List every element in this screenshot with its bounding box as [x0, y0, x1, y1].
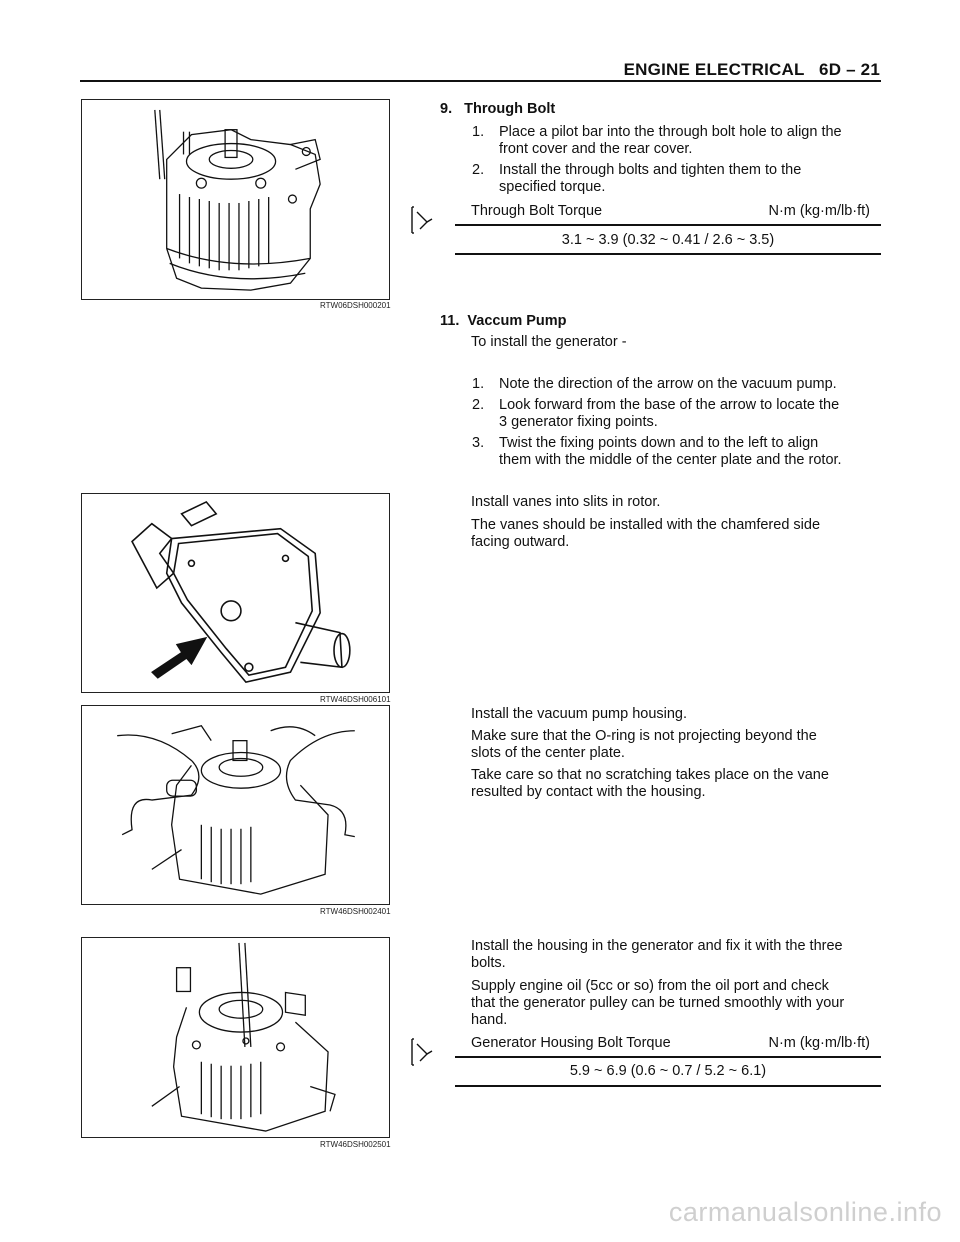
figure-vacuum-pump-plate — [81, 493, 390, 693]
step-text — [499, 397, 889, 431]
step-line: Note the direction of the arrow on the vacuum pump. — [499, 376, 837, 392]
step-text — [499, 435, 899, 469]
install-housing-instruction — [471, 938, 886, 972]
step-text — [499, 162, 889, 196]
vacuum-pump-plate-illustration — [82, 494, 389, 692]
header-rule — [80, 80, 881, 82]
step-line: Twist the fixing points down and to the left to align — [499, 435, 819, 451]
housing-bolt-torque-value: 5.9 ~ 6.9 (0.6 ~ 0.7 / 5.2 ~ 6.1) — [569, 1063, 767, 1079]
step-line: Look forward from the base of the arrow to locate the — [499, 397, 840, 413]
step-line: specified torque. — [499, 179, 606, 195]
figure-housing-bolts — [81, 937, 390, 1138]
torque-unit: N·m (kg·m/lb·ft) — [768, 1035, 870, 1051]
step-line: Install the through bolts and tighten them to the — [499, 162, 802, 178]
torque-wrench-icon — [410, 1037, 436, 1067]
figure-caption: RTW06DSH000201 — [320, 301, 391, 310]
torque-table-rule — [455, 1056, 881, 1058]
through-bolt-torque-header — [471, 203, 880, 220]
step-text — [499, 124, 889, 158]
step-number: 2. — [472, 397, 485, 413]
figure-caption: RTW46DSH002401 — [320, 907, 391, 916]
text-line: The vanes should be installed with the chamfered side — [471, 517, 821, 533]
text-line: Take care so that no scratching takes place on the vane — [471, 767, 829, 783]
torque-label: Generator Housing Bolt Torque — [471, 1035, 671, 1051]
torque-table-rule — [455, 253, 881, 255]
housing-instruction: Install the vacuum pump housing. — [471, 706, 688, 722]
watermark-text: carmanualsonline.info — [668, 1197, 942, 1227]
pump-housing-illustration — [82, 706, 389, 904]
text-line: that the generator pulley can be turned smoothly with your — [471, 995, 845, 1011]
section-9-title: 9. Through Bolt — [440, 101, 556, 117]
text-line: bolts. — [471, 955, 506, 971]
step-line: 3 generator fixing points. — [499, 414, 658, 430]
text-line: Supply engine oil (5cc or so) from the oil port and check — [471, 978, 829, 994]
text-line: Make sure that the O-ring is not projecting beyond the — [471, 728, 817, 744]
generator-illustration — [82, 100, 389, 299]
figure-generator-through-bolt — [81, 99, 390, 300]
section-11-title: 11. Vaccum Pump — [440, 313, 567, 329]
step-number: 2. — [472, 162, 485, 178]
step-line: front cover and the rear cover. — [499, 141, 693, 157]
housing-oring-note — [471, 728, 881, 762]
text-line: hand. — [471, 1012, 508, 1028]
step-text — [499, 376, 889, 393]
torque-table-rule — [455, 1085, 881, 1087]
figure-caption: RTW46DSH002501 — [320, 1140, 391, 1149]
housing-scratch-note — [471, 767, 881, 801]
oil-supply-instruction — [471, 978, 886, 1029]
through-bolt-torque-value: 3.1 ~ 3.9 (0.32 ~ 0.41 / 2.6 ~ 3.5) — [561, 232, 775, 248]
torque-table-rule — [455, 224, 881, 226]
page-header-title: ENGINE ELECTRICAL 6D – 21 — [623, 60, 880, 79]
vanes-note — [471, 517, 881, 551]
housing-bolt-torque-header — [471, 1035, 880, 1052]
torque-wrench-icon — [410, 205, 436, 235]
torque-label: Through Bolt Torque — [471, 203, 603, 219]
text-line: slots of the center plate. — [471, 745, 625, 761]
section-11-intro: To install the generator - — [471, 334, 627, 350]
vanes-instruction: Install vanes into slits in rotor. — [471, 494, 661, 510]
figure-pump-housing-install — [81, 705, 390, 905]
step-number: 1. — [472, 124, 485, 140]
figure-caption: RTW46DSH006101 — [320, 695, 391, 704]
text-line: facing outward. — [471, 534, 570, 550]
step-line: Place a pilot bar into the through bolt hole to align the — [499, 124, 842, 140]
step-number: 1. — [472, 376, 485, 392]
step-number: 3. — [472, 435, 485, 451]
assembled-pump-illustration — [82, 938, 389, 1137]
text-line: resulted by contact with the housing. — [471, 784, 706, 800]
text-line: Install the housing in the generator and fix it with the three — [471, 938, 843, 954]
torque-unit: N·m (kg·m/lb·ft) — [768, 203, 870, 219]
step-line: them with the middle of the center plate and the rotor. — [499, 452, 842, 468]
